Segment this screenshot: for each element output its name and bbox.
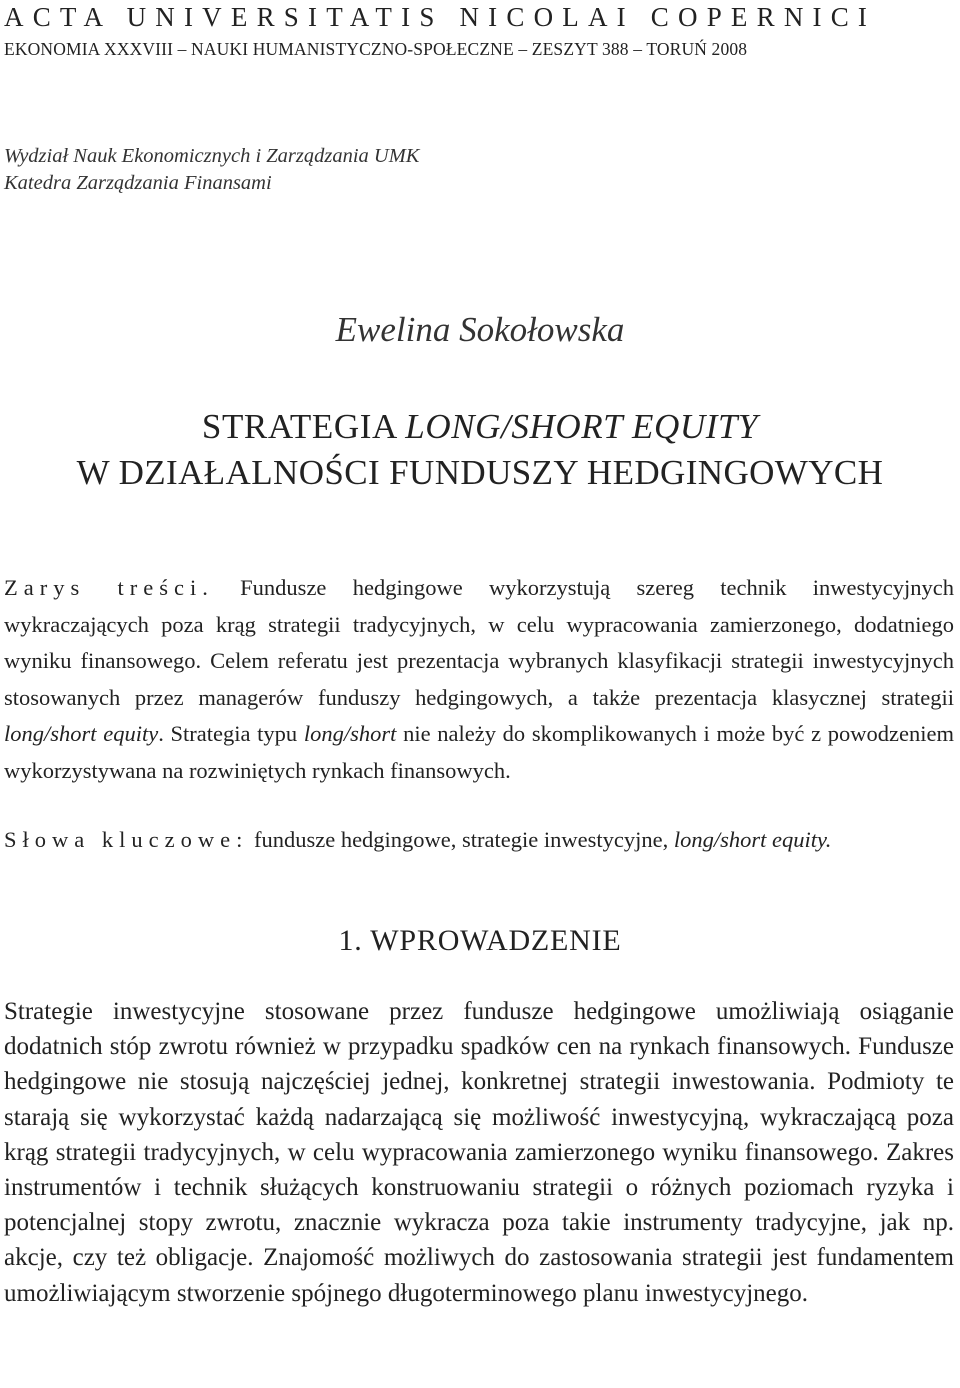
title-italic: LONG/SHORT EQUITY: [405, 407, 759, 446]
abstract-text-3: nie należy do skomplikowanych i może być z powodzeniem wykorzystywana na rozwiniętych rynkach finansowych.: [4, 721, 954, 783]
paper-title-line-1: [0, 405, 960, 449]
abstract: [4, 570, 954, 789]
paper-title-line-2: W DZIAŁALNOŚCI FUNDUSZY HEDGINGOWYCH: [76, 453, 884, 492]
journal-title: ACTA UNIVERSITATIS NICOLAI COPERNICI: [4, 2, 877, 32]
abstract-text-1: Fundusze hedgingowe wykorzystują szereg technik inwestycyjnych wykraczających poza krąg strategii tradycyjnych, w celu wypracowania zamierzonego, dodatniego wyniku finansowego. Celem referatu jest prezentacja wybranych klasyfikacji strategii inwestycyjnych stosowanych przez managerów funduszy hedgingowych, a także prezentacja klasycznej strategii: [4, 575, 954, 710]
title-prefix: STRATEGIA: [201, 407, 406, 446]
keywords-label: Słowa kluczowe:: [4, 827, 249, 852]
intro-paragraph: Strategie inwestycyjne stosowane przez fundusze hedgingowe umożliwiają osiąganie dodatnich stóp zwrotu również w przypadku spadków cen na rynkach finansowych. Fundusze hedgingowe nie stosują najczęściej jednej, konkretnej strategii inwestowania. Podmioty te starają się wykorzystać każdą nadarzającą się możliwość inwestycyjną, wykraczającą poza krąg strategii tradycyjnych, w celu wypracowania zamierzonego wyniku finansowego. Zakres instrumentów i technik służących konstruowaniu strategii o różnych poziomach ryzyka i potencjalnej stopy zwrotu, znacznie wykracza poza takie instrumenty tradycyjne, jak np. akcje, czy też obligacje. Znajomość możliwych do zastosowania strategii jest fundamentem umożliwiającym stworzenie spójnego długoterminowego planu inwestycyjnego.: [4, 998, 954, 1307]
keywords: [4, 822, 956, 858]
affiliation-department: Katedra Zarządzania Finansami: [4, 172, 272, 194]
section-heading: 1. WPROWADZENIE: [338, 924, 622, 957]
abstract-italic-2: long/short: [303, 721, 397, 746]
abstract-italic-1: long/short equity: [4, 721, 159, 746]
abstract-text-2: . Strategia typu: [158, 721, 304, 746]
journal-subtitle: EKONOMIA XXXVIII – NAUKI HUMANISTYCZNO-SPOŁECZNE – ZESZYT 388 – TORUŃ 2008: [4, 39, 748, 59]
keywords-text: fundusze hedgingowe, strategie inwestycyjne,: [248, 827, 674, 852]
author-name: Ewelina Sokołowska: [335, 310, 625, 349]
abstract-label: Zarys treści.: [4, 575, 214, 600]
affiliation-faculty: Wydział Nauk Ekonomicznych i Zarządzania UMK: [4, 145, 420, 167]
keywords-italic: long/short equity.: [673, 827, 832, 852]
